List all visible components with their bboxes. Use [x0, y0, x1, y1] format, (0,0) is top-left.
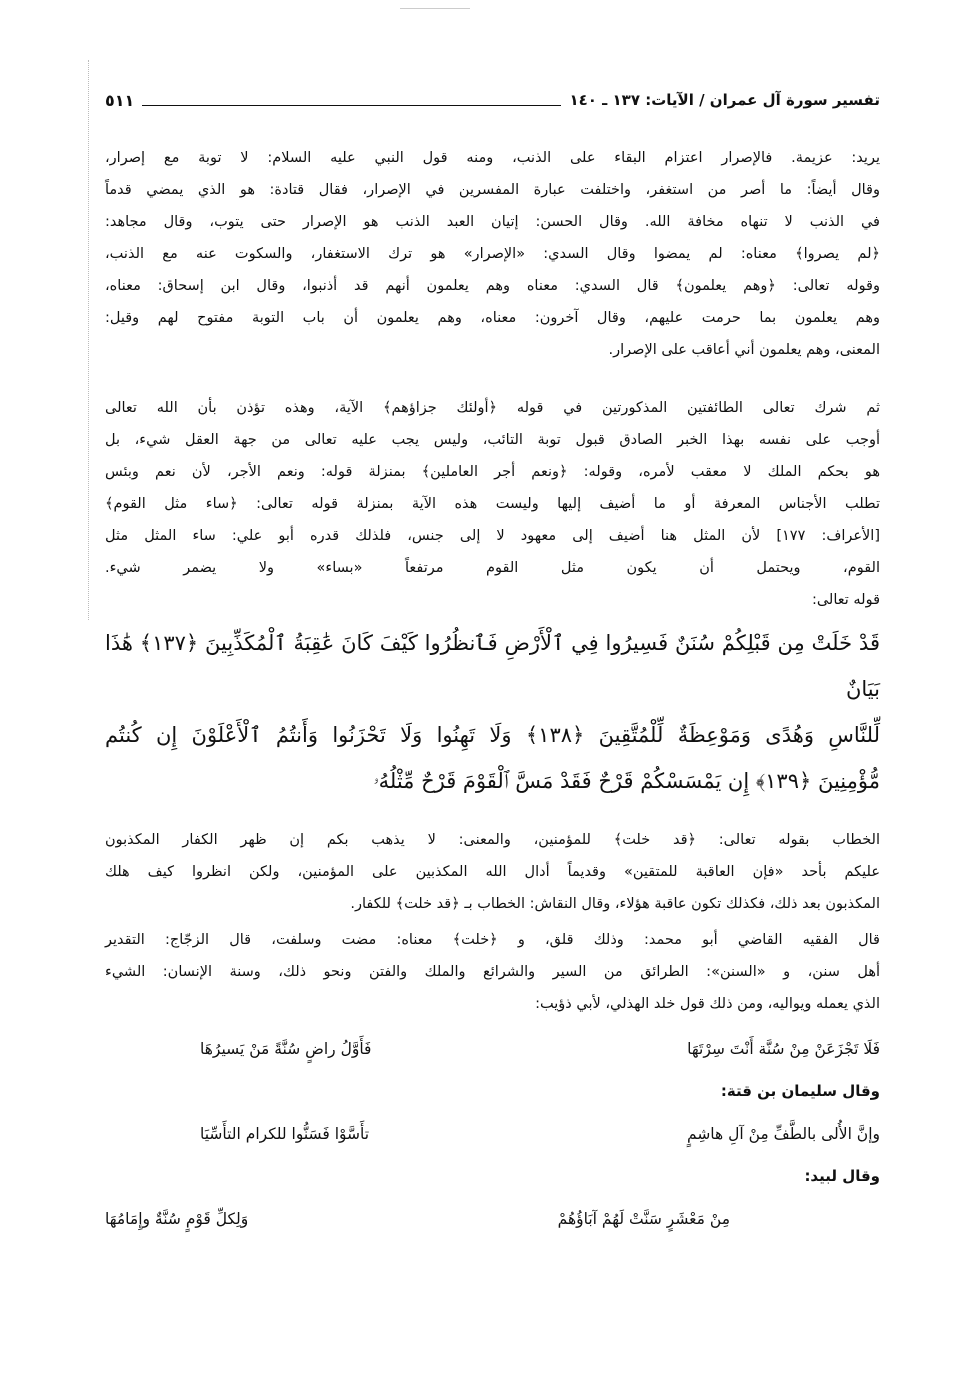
scan-edge — [88, 60, 89, 620]
text-line: قوله تعالى: — [811, 592, 880, 608]
hemistich-first: فَلَا تَجْزَعَنْ مِنْ سُنَّة أَنْتَ سِرْتَهَا — [687, 1040, 880, 1058]
text-line: لِّلنَّاسِ وَهُدًى وَمَوْعِظَةٌ لِّلْمُتَّقِينَ ﴿١٣٨﴾ وَلَا تَهِنُوا وَلَا تَحْزَنُوا وَأَنتُمُ ٱلْأَعْلَوْنَ إِن كُنتُم — [105, 723, 880, 747]
hemistich-second: تأَسَّوْا فَسَنُّوا للكرام التأَسِّيَا — [200, 1125, 370, 1143]
text-line: الذي يعمله ويواليه، ومن ذلك قول خلد الهذلي، لأبي ذؤيب: — [535, 996, 880, 1012]
text-line: القوم، ويحتمل أن يكون مثل القوم مرتفعاً «بساء» ولا يضمر شيء. — [105, 560, 880, 576]
poet-attribution: وقال لبيد: — [804, 1167, 880, 1185]
poetry-section — [105, 1028, 880, 1240]
text-line: المعنى، وهم يعلمون أني أعاقب على الإصرار. — [608, 342, 880, 358]
poet-attribution: وقال سليمان بن قتة: — [720, 1082, 880, 1100]
header-title: تفسير سورة آل عمران / الآيات: ١٣٧ ـ ١٤٠ — [569, 91, 880, 109]
text-line: وقوله تعالى: ﴿وهم يعلمون﴾ قال السدي: معناه وهم يعلمون أنهم قد أذنبوا، وقال ابن إسحاق: معناه، — [105, 278, 880, 294]
text-line: الخطاب بقوله تعالى: ﴿قد خلت﴾ للمؤمنين، والمعنى: لا يذهب بكم إن ظهر الكفار المكذبون — [105, 832, 880, 848]
page-number: ٥١١ — [105, 90, 135, 110]
poem-verse — [200, 1028, 880, 1070]
header-rule — [142, 94, 561, 106]
book-page — [105, 0, 880, 1240]
text-line: وقال أيضاً: ما أصر من استغفر، واختلفت عبارة المفسرين في الإصرار، فقال قتادة: هو الذي يمضي قدماً — [105, 182, 880, 198]
paragraph-1 — [105, 142, 880, 366]
text-line: قال الفقيه القاضي أبو محمد: وذلك قلق، و ﴿خلت﴾ معناه: مضت وسلفت، قال الزجّاج: التقدير — [105, 932, 880, 948]
text-line: يريد: عزيمة. فالإصرار اعتزام البقاء على الذنب، ومنه قول النبي عليه السلام: لا توبة مع إصرار، — [105, 150, 880, 166]
hemistich-first: مِنْ مَعْشَرٍ سَنَّتْ لَهُمْ آبَاؤُهُمْ — [557, 1210, 730, 1228]
text-line: في الذنب لا تنهاه مخافة الله. وقال الحسن: إتيان العبد الذنب هو الإصرار حتى يتوب، وقال مجاهد: — [105, 214, 880, 230]
text-line: قَدْ خَلَتْ مِن قَبْلِكُمْ سُنَنٌ فَسِيرُوا فِي ٱلْأَرْضِ فَٱنظُرُوا كَيْفَ كَانَ عَٰقِبَةُ ٱلْمُكَذِّبِينَ ﴿١٣٧﴾ هَٰذَا بَيَانٌ — [105, 631, 880, 701]
text-line: هو بحكم الملك لا معقب لأمره، وقوله: ﴿ونعم أجر العاملين﴾ بمنزلة قوله: ونعم الأجر، لأن نعم وبئس — [105, 464, 880, 480]
text-line: [الأعراف: ١٧٧] لأن المثل هنا أضيف إلى معهود لا إلى جنس، فلذلك قدره أبو علي: ساء المثل مثل — [105, 528, 880, 544]
text-line: وهم يعلمون بما حرمت عليهم، وقال آخرون: معناه، وهم يعلمون أن باب التوبة مفتوح لهم وقيل: — [105, 310, 880, 326]
paragraph-4 — [105, 924, 880, 1020]
paragraph-3 — [105, 824, 880, 920]
running-header — [105, 86, 880, 114]
text-line: ﴿لم يصروا﴾ معناه: لم يمضوا وقال السدي: «الإصرار» هو ترك الاستغفار، والسكوت عنه مع الذنب، — [105, 246, 880, 262]
hemistich-first: وإنَّ الأُلى بالطَّفِّ مِنْ آلِ هاشِمٍ — [687, 1125, 880, 1143]
text-line: ثم شرك تعالى الطائفتين المذكورتين في قوله ﴿أولئك جزاؤهم﴾ الآية، وهذه تؤذن بأن الله تعالى — [105, 400, 880, 416]
poem-verse — [200, 1113, 880, 1155]
hemistich-second: وَلِكلِّ قَوْمٍ سُنَّةٌ وإِمَامُهَا — [105, 1210, 249, 1228]
hemistich-second: فَأَوَّلُ راضٍ سُنَّةً مَنْ يَسيرُهَا — [200, 1040, 372, 1058]
poem-verse — [105, 1198, 880, 1240]
text-line: أوجب على نفسه بهذا الخبر الصادق قبول توبة التائب، وليس يجب عليه تعالى من جهة العقل شيء، بل — [105, 432, 880, 448]
paragraph-2 — [105, 392, 880, 616]
text-line: تطلب الأجناس المعرفة أو ما أضيف إليها وليست هذه الآية بمنزلة قوله تعالى: ﴿ساء مثل القوم﴾ — [105, 496, 880, 512]
text-line: المكذبون بعد ذلك، فكذلك تكون عاقبة هؤلاء، وقال النقاش: الخطاب بـ ﴿قد خلت﴾ للكفار. — [350, 896, 880, 912]
text-line: أهل سنن، و «السنن»: الطرائق من السير والشرائع والملك والفتن ونحو ذلك، وسنة الإنسان: الشيء — [105, 964, 880, 980]
text-line: مُّؤْمِنِينَ ﴿١٣٩﴾ إِن يَمْسَسْكُمْ قَرْحٌ فَقَدْ مَسَّ ٱلْقَوْمَ قَرْحٌ مِّثْلُهُۥ — [373, 769, 880, 793]
quran-verses — [105, 620, 880, 804]
text-line: عليكم بأحد «فإن العاقبة للمتقين» وقديماً أدال الله المكذبين على المؤمنين، ولكن انظروا كيف هلك — [105, 864, 880, 880]
